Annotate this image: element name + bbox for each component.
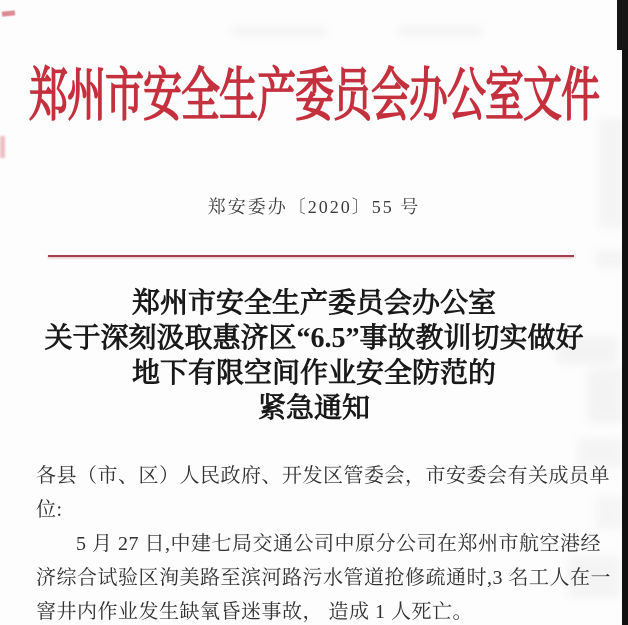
bleedthrough-smudge <box>596 496 624 530</box>
title-line-3: 地下有限空间作业安全防范的 <box>131 358 496 389</box>
bleedthrough-smudge <box>232 27 327 36</box>
title-line-4: 紧急通知 <box>257 393 370 424</box>
doc-number: 郑安委办〔2020〕55 号 <box>207 197 421 217</box>
red-scan-mark <box>0 136 5 158</box>
red-scan-mark <box>2 10 15 16</box>
bleedthrough-smudge <box>596 250 624 268</box>
paragraph-line-2: 济综合试验区洵美路至滨河路污水管道抢修疏通时,3 名工人在一 <box>36 567 611 589</box>
title-line-2: 关于深刻汲取惠济区“6.5”事故教训切实做好 <box>44 323 584 354</box>
salutation-line-2: 位: <box>36 499 63 521</box>
document-title <box>0 286 628 426</box>
title-line-1: 郑州市安全生产委员会办公室 <box>131 288 496 319</box>
paragraph-line-3: 窨井内作业发生缺氧昏迷事故， 造成 1 人死亡。 <box>36 601 473 623</box>
body-text <box>36 459 611 625</box>
scan-edge-bar-top <box>617 0 628 50</box>
bleedthrough-smudge <box>398 26 483 36</box>
salutation-line-1: 各县（市、区）人民政府、开发区管委会，市安委会有关成员单 <box>36 465 610 487</box>
red-divider-rule <box>48 255 574 257</box>
scan-edge-bar <box>622 0 628 625</box>
paragraph-line-1: 5 月 27 日,中建七局交通公司中原分公司在郑州市航空港经 <box>76 533 601 555</box>
letterhead-title: 郑州市安全生产委员会办公室文件 <box>28 64 599 129</box>
